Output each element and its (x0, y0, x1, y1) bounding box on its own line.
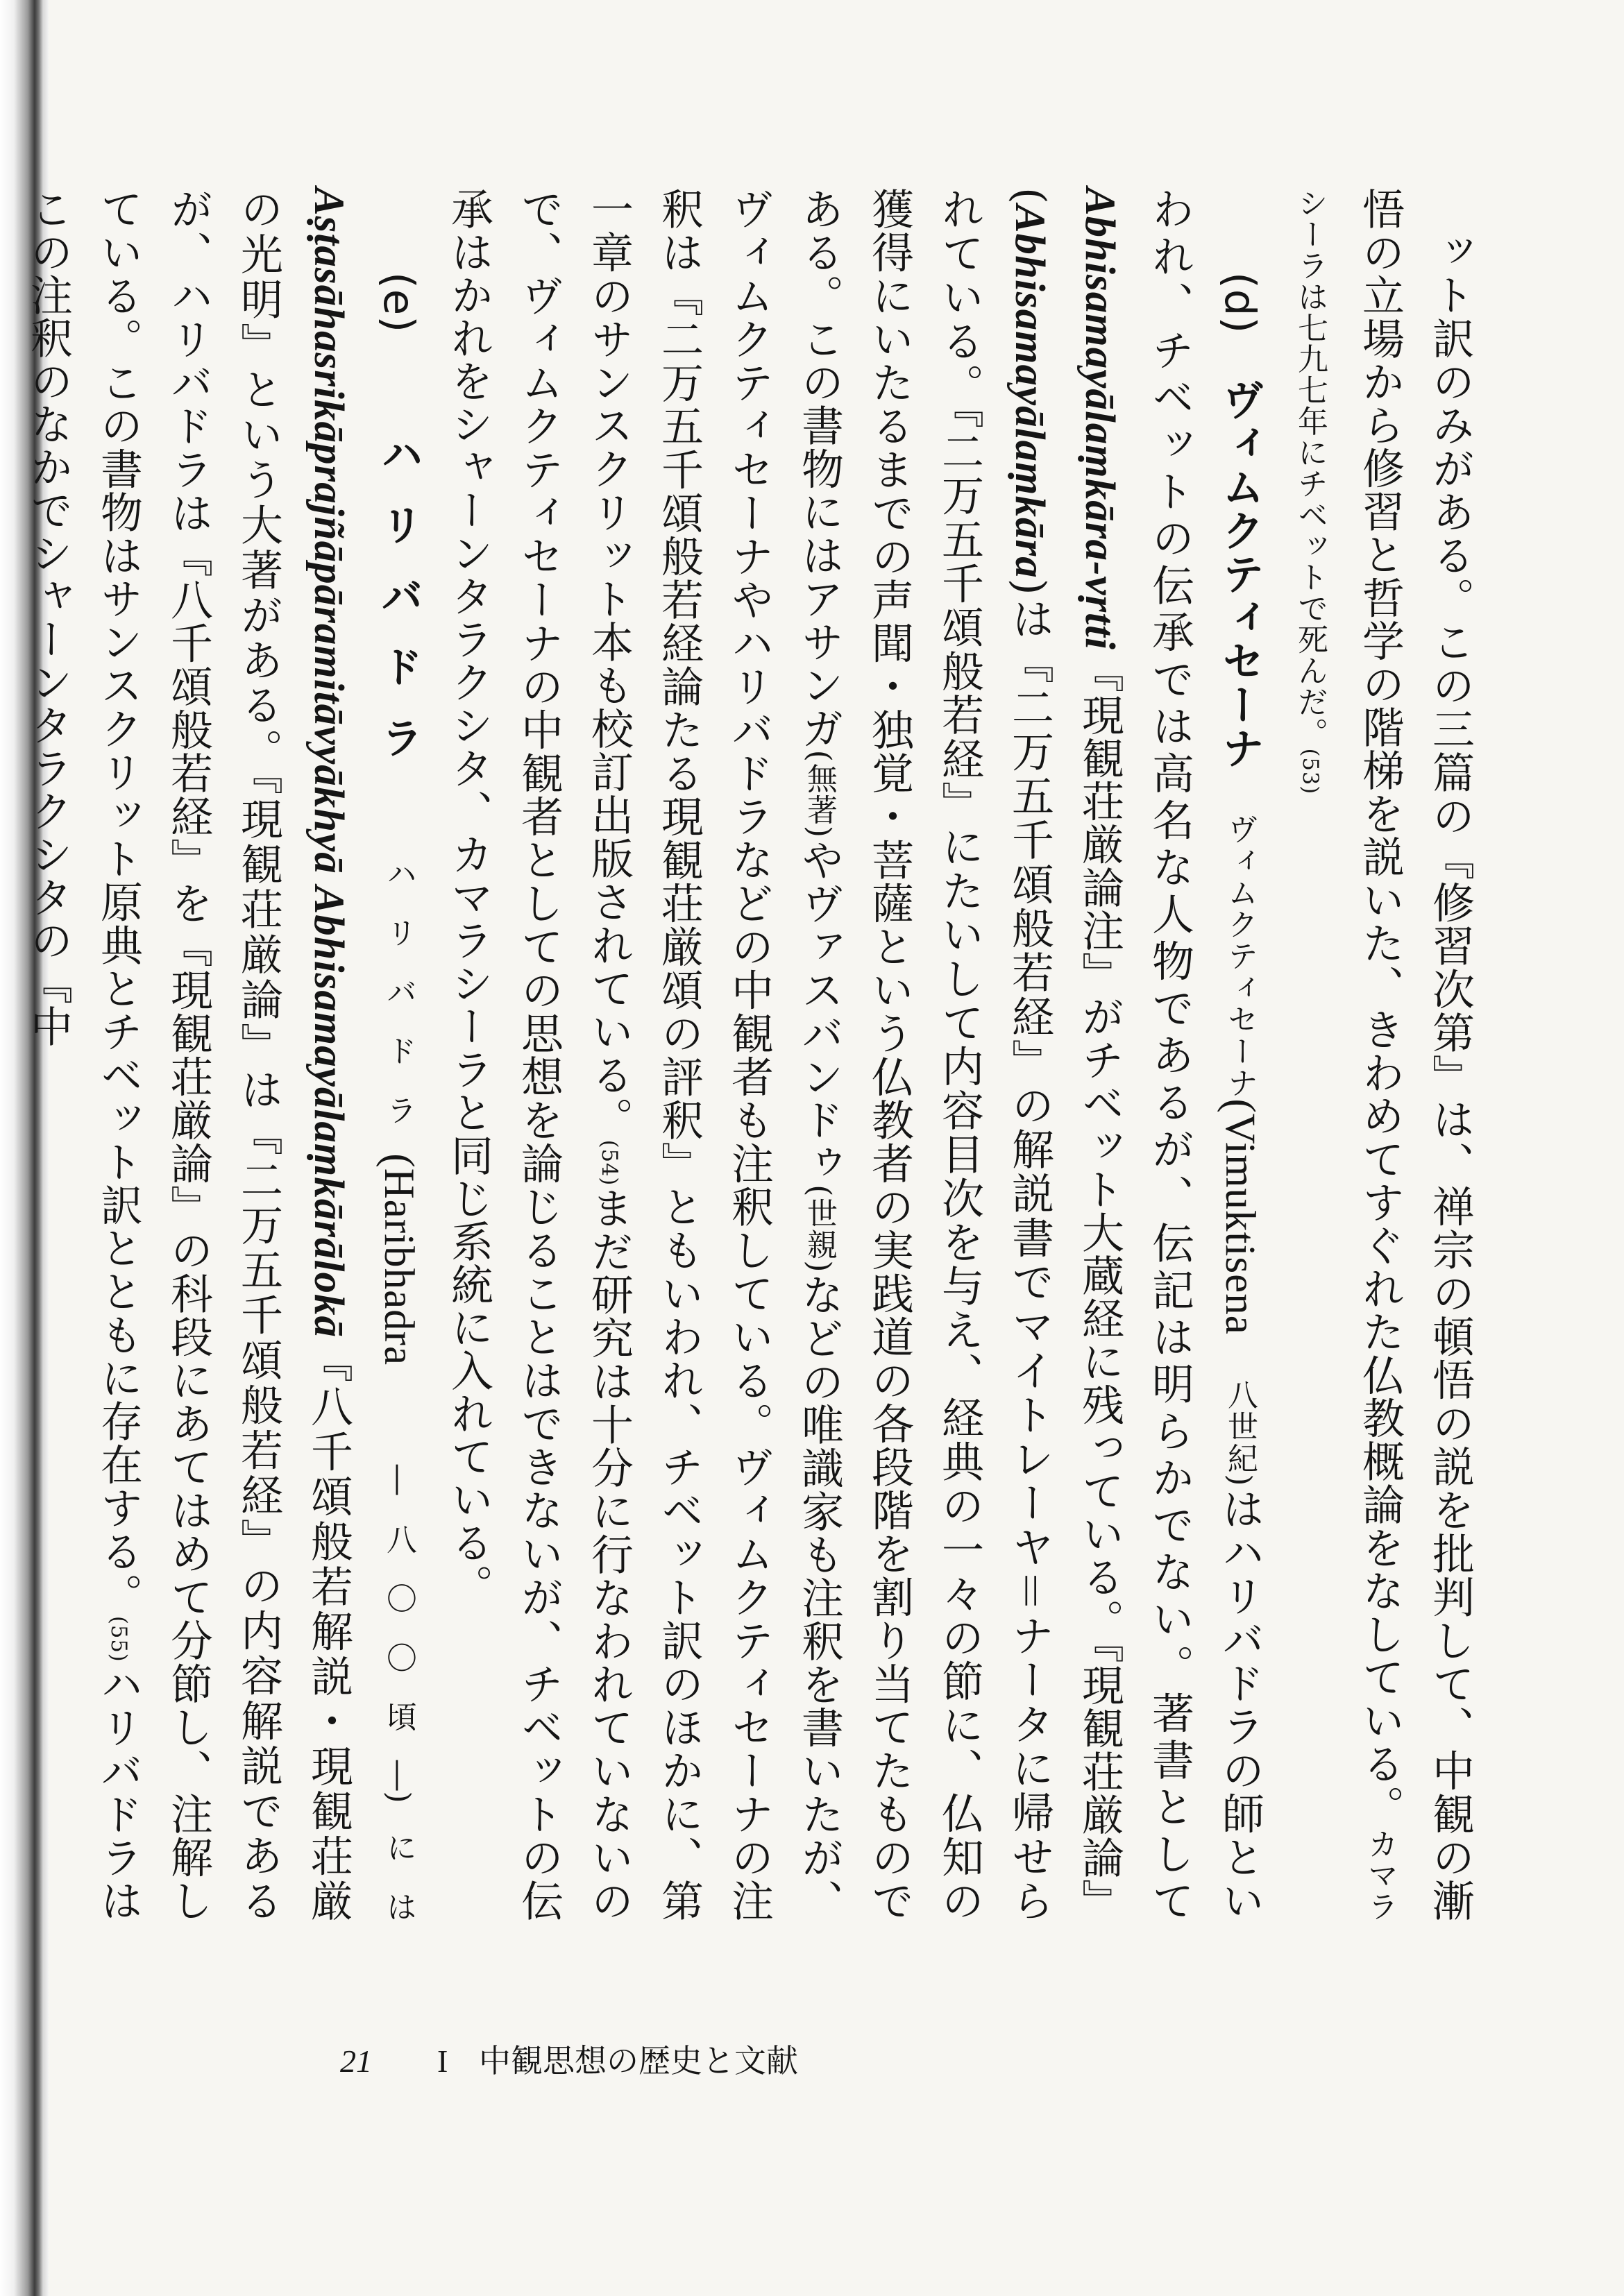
paragraph-vimuktisena (434, 187, 1275, 1922)
text-span: ット訳のみがある。この三篇の『修習次第』は、禅宗の頓悟の説を批判して、中観の漸悟の立場から修習と哲学の階梯を説いた、きわめてすぐれた仏教概論をなしている。 (1355, 187, 1475, 1922)
text-span: (無著) (802, 749, 837, 838)
body-text (24, 187, 1485, 1923)
section-label-d: (d) (1215, 272, 1264, 334)
paragraph-kamalashila-end (1275, 187, 1485, 1922)
page-footer (340, 2036, 1173, 2085)
text-span: まだ研究は十分に行なわれていないので、ヴィムクティセーナの中観者としての思想を論じることはできないが、チベットの伝承はかれをシャーンタラクシタ、カマラシーラと同じ系統に入れている。 (444, 187, 634, 1923)
text-span: カマラシーラは七九七年にチベットで死んだ。 (1292, 187, 1398, 1923)
text-span: はハリバドラの師といわれ、チベットの伝承では高名な人物であるが、伝記は明らかでない。著書として (1145, 187, 1264, 1923)
text-span: (世親) (802, 1184, 837, 1273)
footnote-ref-55: (55) (106, 1616, 130, 1663)
text-span: には (381, 1803, 416, 1923)
roman-name: (Haribhadra (375, 1153, 422, 1366)
section-label-e: (e) (374, 272, 423, 334)
sanskrit-title: Abhisamayālaṃkāra (1006, 204, 1053, 579)
text-span: ハリバドラはこの注釈のなかでシャーンタラクシタの『中 (24, 187, 143, 1923)
chapter-number: I (437, 2043, 448, 2079)
page-number: 21 (340, 2043, 372, 2079)
section-heading-haribhadra: ハリバドラ (374, 432, 423, 788)
sanskrit-title: Abhisamayālaṃkāra-vṛtti (1076, 187, 1123, 650)
text-span: 『八千頌般若解説・現観荘厳の光明』という大著がある。『現観荘厳論』は『二万五千頌般若経』の内容解説であるが、ハリバドラは『八千頌般若経』を『現観荘厳論』の科段にあてはめて分節し、注解している。この書物はサンスクリット原典とチベット訳とともに存在する。 (94, 187, 353, 1922)
text-span: ―八〇〇頃―) (381, 1464, 416, 1804)
running-title: 中観思想の歴史と文献 (479, 2042, 798, 2080)
section-heading-vimuktisena: ヴィムクティセーナ (1215, 377, 1264, 770)
text-span: ヴィムクティセーナ (1222, 813, 1258, 1099)
text-span: 『現観荘厳論注』がチベット大蔵経に残っている。『現観荘厳論』( (1005, 187, 1124, 1923)
text-span: などの唯識家も注釈を書いたが、ヴィムクティセーナやハリバドラなどの中観者も注釈している。ヴィムクティセーナの注釈は『二万五千頌般若経論たる現観荘厳頌の評釈』ともいわれ、チベット訳のほかに、第一章のサンスクリット本も校訂出版されている。 (584, 187, 844, 1923)
sanskrit-title: Aṣṭasāhasrikāprajñāpāramitāvyākhyā Abhisamayālaṃkārālokā (305, 187, 352, 1338)
text-span: 八世紀) (1222, 1379, 1258, 1487)
footnote-ref-53: (53) (1298, 748, 1322, 795)
text-span: )は『二万五千頌般若経』の解説書でマイトレーヤ＝ナータに帰せられている。『二万五千頌般若経』にたいして内容目次を与え、経典の一々の節に、仏知の獲得にいたるまでの声聞・独覚・菩薩という仏教者の実践道の各段階を割り当てたものである。この書物にはアサンガ (795, 187, 1054, 1923)
roman-name: (Vimuktisena (1217, 1098, 1263, 1335)
text-span: やヴァスバンドゥ (795, 837, 844, 1185)
footnote-ref-54: (54) (597, 1139, 621, 1187)
text-span: ハリバドラ (381, 858, 416, 1154)
paragraph-haribhadra (13, 187, 434, 1922)
